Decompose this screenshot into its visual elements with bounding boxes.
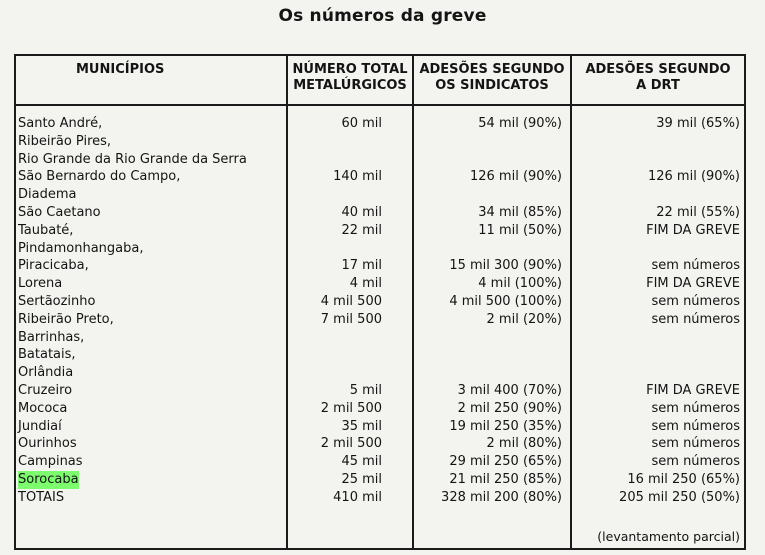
drt-cell: FIM DA GREVE <box>646 222 740 238</box>
drt-cell: sem números <box>651 311 740 327</box>
table-row <box>16 400 744 418</box>
table-row <box>16 222 744 240</box>
sindicatos-cell: 34 mil (85%) <box>478 204 562 220</box>
table-row <box>16 240 744 258</box>
page-title: Os números da greve <box>278 6 487 26</box>
table-row <box>16 364 744 382</box>
municipio-cell: São Bernardo do Campo, <box>18 169 181 185</box>
table-row <box>16 275 744 293</box>
table-row <box>16 151 744 169</box>
table-row <box>16 453 744 471</box>
drt-cell: FIM DA GREVE <box>646 276 740 292</box>
table-row <box>16 186 744 204</box>
total-cell: 4 mil <box>349 276 382 292</box>
municipio-cell: Taubaté, <box>18 222 74 238</box>
header-municipios: MUNICÍPIOS <box>76 62 165 77</box>
municipio-cell: Lorena <box>18 276 63 292</box>
sindicatos-cell: 4 mil 500 (100%) <box>449 293 562 309</box>
total-cell: 140 mil <box>333 169 382 185</box>
sindicatos-cell: 21 mil 250 (85%) <box>449 471 562 487</box>
drt-cell: sem números <box>651 418 740 434</box>
table-row <box>16 471 744 489</box>
municipio-cell: Piracicaba, <box>18 258 89 274</box>
header-sindicatos: ADESÕES SEGUNDO OS SINDICATOS <box>419 62 565 93</box>
total-cell: 45 mil <box>341 454 382 470</box>
table-row <box>16 257 744 275</box>
table-row <box>16 293 744 311</box>
total-cell: 17 mil <box>341 258 382 274</box>
municipio-cell: Ourinhos <box>18 436 77 452</box>
table-row <box>16 382 744 400</box>
table-row <box>16 418 744 436</box>
municipio-cell: Mococa <box>18 400 68 416</box>
sindicatos-cell: 328 mil 200 (80%) <box>441 489 562 505</box>
municipio-cell: Sorocaba <box>18 471 79 487</box>
sindicatos-cell: 19 mil 250 (35%) <box>449 418 562 434</box>
header-total: NÚMERO TOTAL METALÚRGICOS <box>292 62 408 93</box>
header-drt: ADESÕES SEGUNDO A DRT <box>585 62 731 93</box>
strike-table <box>14 54 746 550</box>
municipio-cell: Sertãozinho <box>18 293 96 309</box>
municipio-cell: Pindamonhangaba, <box>18 240 144 256</box>
sindicatos-cell: 3 mil 400 (70%) <box>457 382 562 398</box>
sindicatos-cell: 54 mil (90%) <box>478 116 562 131</box>
sindicatos-cell: 15 mil 300 (90%) <box>449 258 562 274</box>
table-row <box>16 168 744 186</box>
municipio-cell: TOTAIS <box>18 489 65 505</box>
table-row <box>16 346 744 364</box>
drt-cell: 22 mil (55%) <box>656 204 740 220</box>
table-row <box>16 489 744 507</box>
total-cell: 40 mil <box>341 204 382 220</box>
total-cell: 2 mil 500 <box>320 400 382 416</box>
total-cell: 60 mil <box>341 116 382 131</box>
sindicatos-cell: 29 mil 250 (65%) <box>449 454 562 470</box>
table-body <box>16 115 744 507</box>
drt-cell: FIM DA GREVE <box>646 382 740 398</box>
municipio-cell: Diadema <box>18 187 77 203</box>
total-cell: 2 mil 500 <box>320 436 382 452</box>
municipio-cell: Rio Grande da Rio Grande da Serra <box>18 151 247 167</box>
total-cell: 410 mil <box>333 489 382 505</box>
total-cell: 5 mil <box>349 382 382 398</box>
drt-cell: sem números <box>651 454 740 470</box>
drt-cell: 39 mil (65%) <box>656 116 740 131</box>
table-row <box>16 115 744 133</box>
municipio-cell: São Caetano <box>18 204 101 220</box>
table-row <box>16 133 744 151</box>
municipio-cell: Ribeirão Preto, <box>18 311 114 327</box>
total-cell: 4 mil 500 <box>320 293 382 309</box>
table-row <box>16 329 744 347</box>
footnote: (levantamento parcial) <box>597 529 740 544</box>
table-row <box>16 204 744 222</box>
municipio-cell: Campinas <box>18 454 83 470</box>
sindicatos-cell: 2 mil 250 (90%) <box>457 400 562 416</box>
municipio-cell: Ribeirão Pires, <box>18 133 112 149</box>
drt-cell: sem números <box>651 258 740 274</box>
municipio-cell: Cruzeiro <box>18 382 73 398</box>
sindicatos-cell: 4 mil (100%) <box>478 276 562 292</box>
drt-cell: 205 mil 250 (50%) <box>619 489 740 505</box>
sindicatos-cell: 11 mil (50%) <box>478 222 562 238</box>
total-cell: 25 mil <box>341 471 382 487</box>
table-row <box>16 435 744 453</box>
sindicatos-cell: 2 mil (20%) <box>486 311 562 327</box>
sindicatos-cell: 126 mil (90%) <box>469 169 562 185</box>
drt-cell: sem números <box>651 400 740 416</box>
total-cell: 22 mil <box>341 222 382 238</box>
total-cell: 35 mil <box>341 418 382 434</box>
municipio-cell: Santo André, <box>18 116 103 131</box>
drt-cell: sem números <box>651 436 740 452</box>
header-divider <box>16 104 744 106</box>
table-row <box>16 311 744 329</box>
municipio-cell: Orlândia <box>18 365 74 381</box>
total-cell: 7 mil 500 <box>320 311 382 327</box>
drt-cell: 126 mil (90%) <box>647 169 740 185</box>
municipio-cell: Jundiaí <box>18 418 62 434</box>
municipio-cell: Barrinhas, <box>18 329 85 345</box>
drt-cell: sem números <box>651 293 740 309</box>
municipio-cell: Batatais, <box>18 347 76 363</box>
drt-cell: 16 mil 250 (65%) <box>627 471 740 487</box>
sindicatos-cell: 2 mil (80%) <box>486 436 562 452</box>
